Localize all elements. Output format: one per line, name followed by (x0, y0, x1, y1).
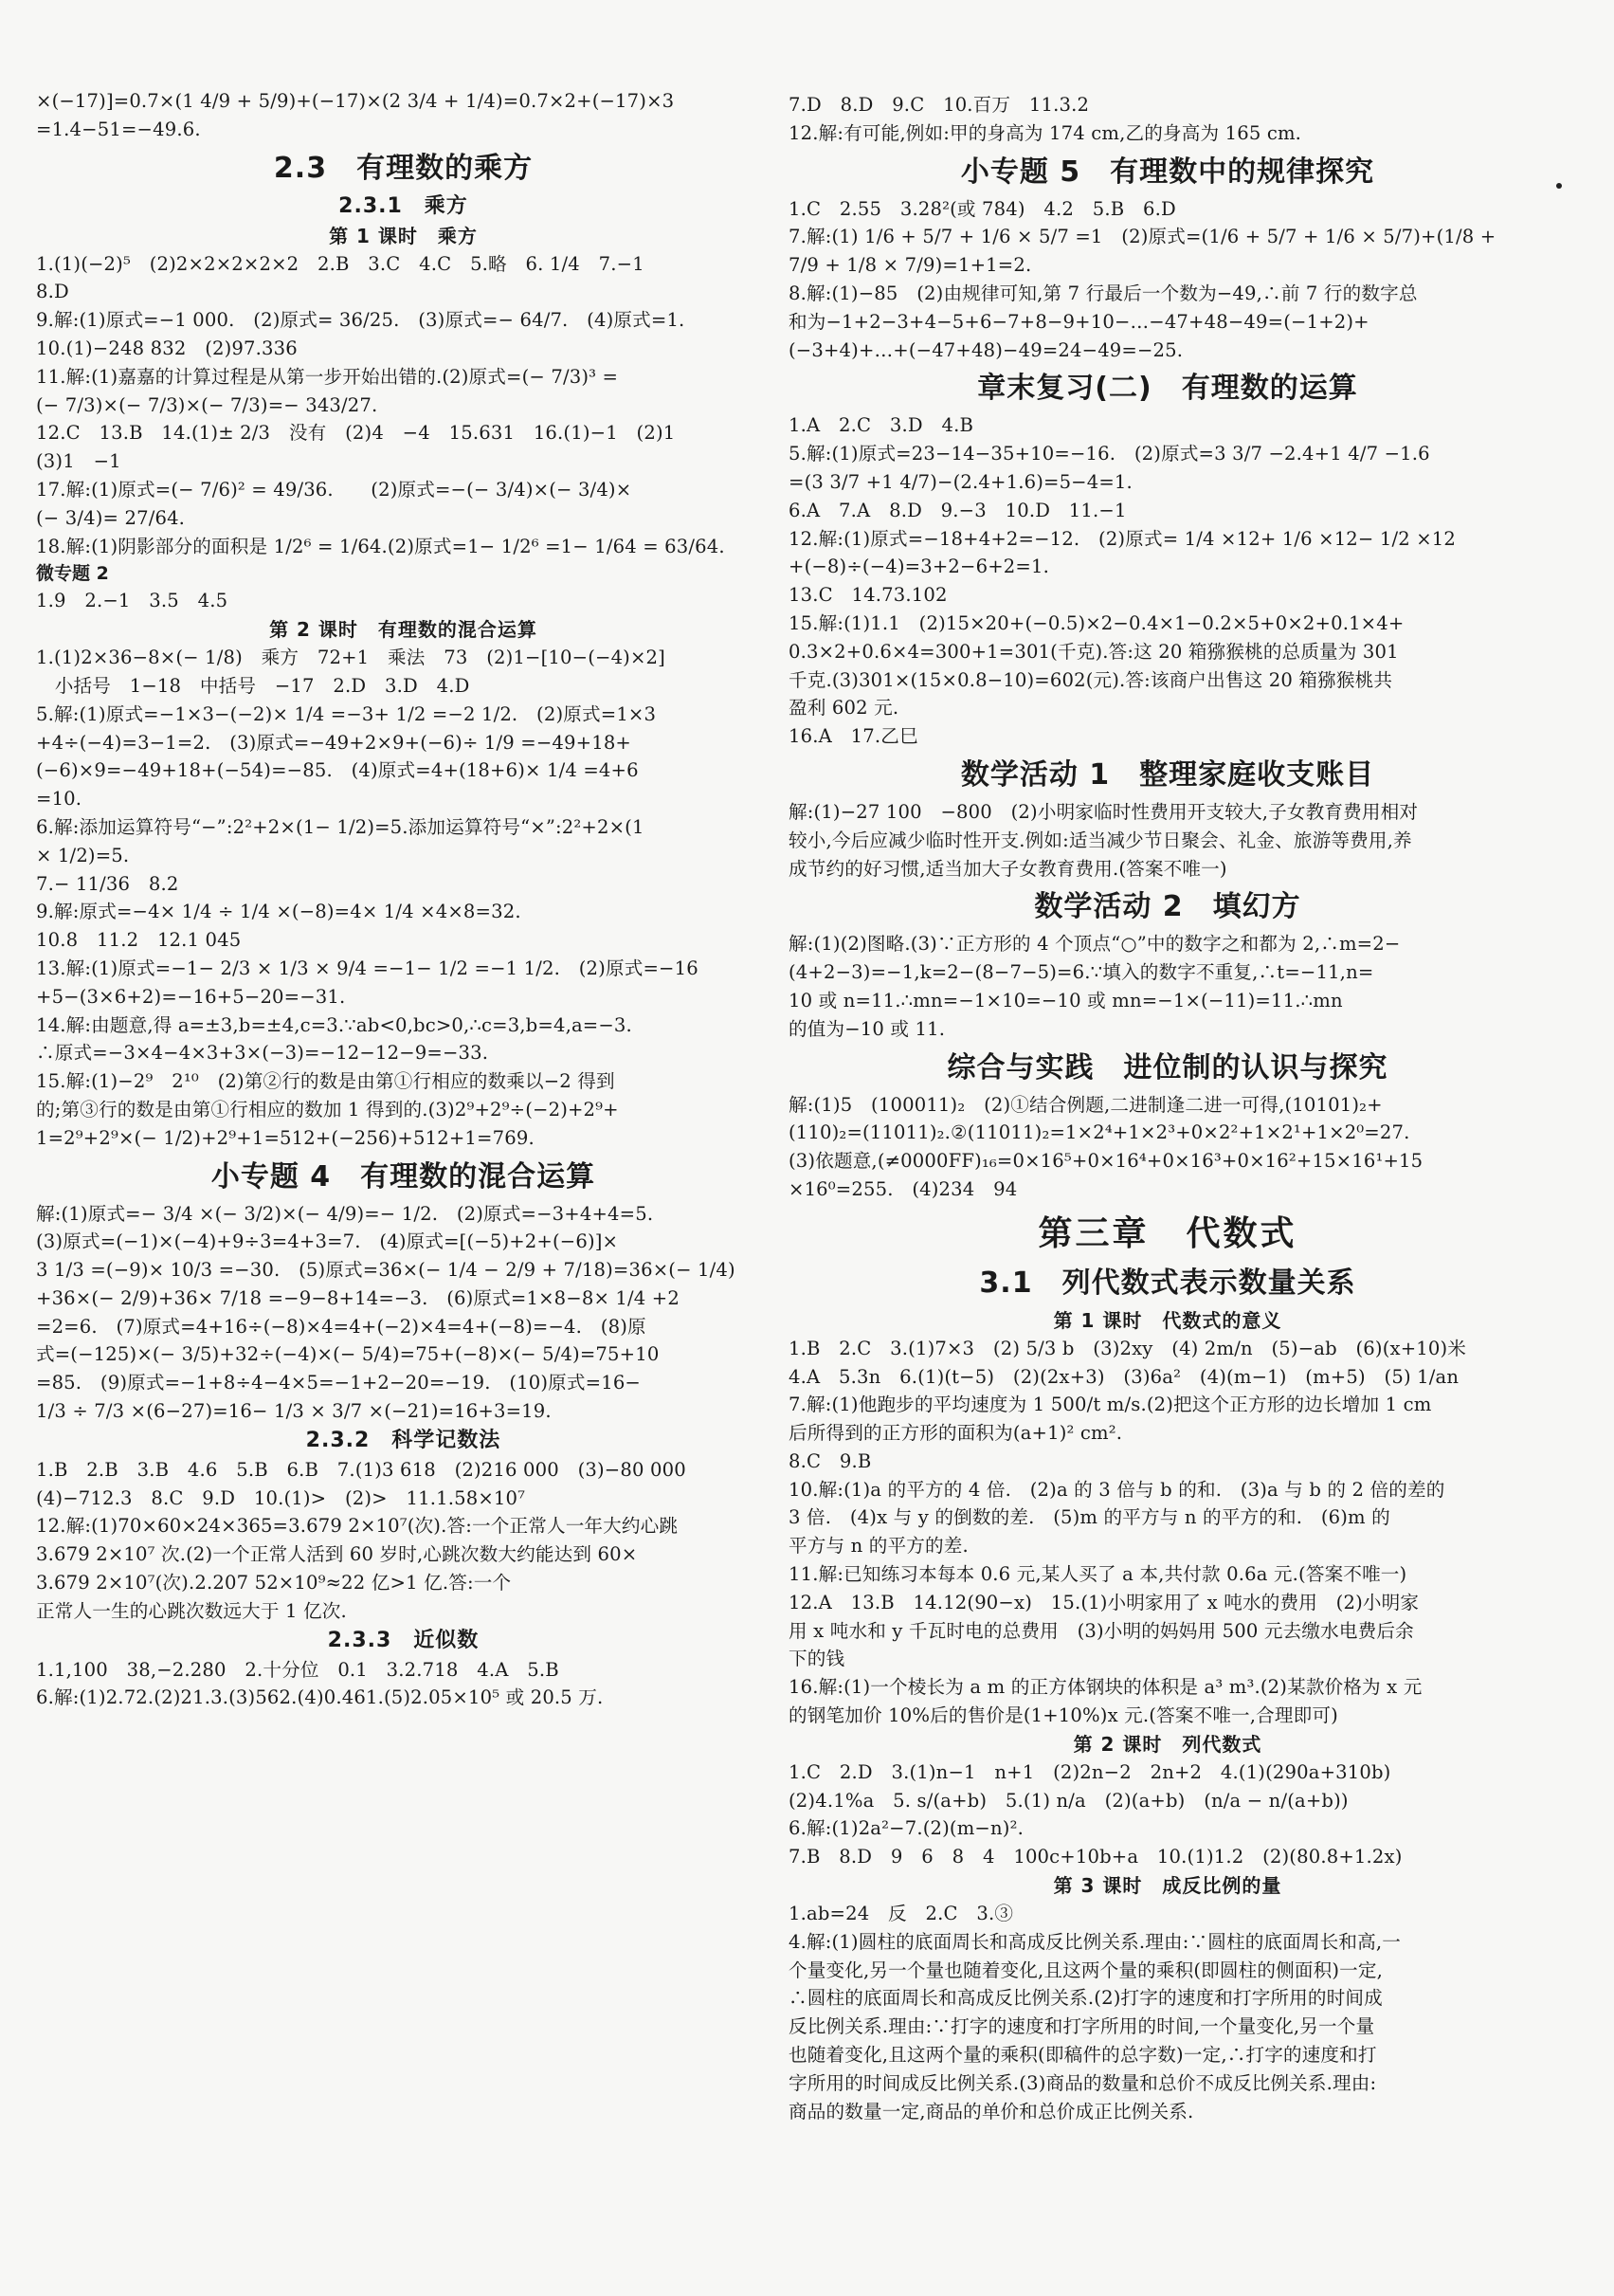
answer-line: =2=6. (7)原式=4+16÷(−8)×4=4+(−2)×4=4+(−8)=−4. (8)原 (36, 1315, 646, 1338)
answer-line: 较小,今后应减少临时性开支.例如:适当减少节日聚会、礼金、旅游等费用,养 (789, 829, 1412, 851)
section-heading: 数学活动 1 整理家庭收支账目 (960, 757, 1375, 792)
answer-line: 的钢笔加价 10%后的售价是(1+10%)x 元.(答案不唯一,合理即可) (789, 1704, 1338, 1727)
section-heading: 2.3 有理数的乘方 (273, 151, 534, 185)
section-heading: 小专题 4 有理数的混合运算 (210, 1159, 596, 1194)
answer-line: 12.A 13.B 14.12(90−x) 15.(1)小明家用了 x 吨水的费用 (2)小明家 (789, 1591, 1420, 1613)
answer-line: 7.D 8.D 9.C 10.百万 11.3.2 (789, 94, 1090, 116)
section-heading: 数学活动 2 填幻方 (1034, 890, 1301, 924)
answer-line: 4.解:(1)圆柱的底面周长和高成反比例关系.理由:∵圆柱的底面周长和高,一 (789, 1930, 1402, 1953)
answer-line: 1.9 2.−1 3.5 4.5 (36, 590, 228, 612)
topic-heading: 微专题 2 (36, 563, 109, 585)
subsection-heading: 2.3.3 近似数 (327, 1628, 480, 1652)
answer-line: (3)1 −1 (36, 450, 121, 473)
answer-line: 商品的数量一定,商品的单价和总价成正比例关系. (789, 2100, 1194, 2123)
subsection-heading: 2.3.2 科学记数法 (305, 1428, 501, 1452)
lesson-heading: 第 3 课时 成反比例的量 (1053, 1874, 1282, 1898)
section-heading: 小专题 5 有理数中的规律探究 (960, 155, 1375, 189)
answer-line: 7/9 + 1/8 × 7/9)=1+1=2. (789, 254, 1032, 277)
answer-line: ∴圆柱的底面周长和高成反比例关系.(2)打字的速度和打字所用的时间成 (789, 1987, 1383, 2010)
answer-line: =(3 3/7 +1 4/7)−(2.4+1.6)=5−4=1. (789, 470, 1133, 493)
answer-line: (4+2−3)=−1,k=2−(8−7−5)=6.∵填入的数字不重复,∴t=−11,n= (789, 961, 1374, 984)
answer-line: 解:(1)−27 100 −800 (2)小明家临时性费用开支较大,子女教育费用相对 (789, 800, 1419, 823)
answer-line: 下的钱 (789, 1648, 845, 1670)
answer-line: 15.解:(1)−2⁹ 2¹⁰ (2)第②行的数是由第①行相应的数乘以−2 得到 (36, 1070, 615, 1093)
answer-line: 17.解:(1)原式=(− 7/6)² = 49/36. (2)原式=−(− 3/4)×(− 3/4)× (36, 478, 632, 501)
margin-dot (1556, 183, 1562, 189)
answer-line: (− 7/3)×(− 7/3)×(− 7/3)=− 343/27. (36, 393, 378, 416)
answer-line: 式=(−125)×(− 3/5)+32÷(−4)×(− 5/4)=75+(−8)×(− 5/4)=75+10 (36, 1343, 660, 1366)
answer-line: (−6)×9=−49+18+(−54)=−85. (4)原式=4+(18+6)× 1/4 =4+6 (36, 759, 639, 782)
answer-line: (3)原式=(−1)×(−4)+9÷3=4+3=7. (4)原式=[(−5)+2+(−6)]× (36, 1230, 619, 1253)
answer-line: 11.解:已知练习本每本 0.6 元,某人买了 a 本,共付款 0.6a 元.(答案不唯一) (789, 1563, 1407, 1586)
answer-line: 1.A 2.C 3.D 4.B (789, 414, 974, 437)
answer-line: 后所得到的正方形的面积为(a+1)² cm². (789, 1422, 1123, 1445)
answer-line: ×(−17)]=0.7×(1 4/9 + 5/9)+(−17)×(2 3/4 + 1/4)=0.7×2+(−17)×3 (36, 90, 675, 112)
answer-line: (− 3/4)= 27/64. (36, 506, 186, 529)
answer-line: =10. (36, 788, 82, 811)
answer-line: =85. (9)原式=−1+8÷4−4×5=−1+2−20=−19. (10)原式=16− (36, 1372, 641, 1394)
answer-line: 正常人一生的心跳次数远大于 1 亿次. (36, 1599, 347, 1622)
answer-line: 也随着变化,且这两个量的乘积(即稿件的总字数)一定,∴打字的速度和打 (789, 2044, 1377, 2067)
answer-line: +4÷(−4)=3−1=2. (3)原式=−49+2×9+(−6)÷ 1/9 =−49+18+ (36, 731, 632, 754)
answer-line: 5.解:(1)原式=23−14−35+10=−16. (2)原式=3 3/7 −2.4+1 4/7 −1.6 (789, 443, 1430, 465)
answer-line: 1.C 2.55 3.28²(或 784) 4.2 5.B 6.D (789, 197, 1176, 220)
answer-line: 6.解:(1)2a²−7.(2)(m−n)². (789, 1817, 1024, 1840)
answer-line: 12.解:(1)原式=−18+4+2=−12. (2)原式= 1/4 ×12+ 1/6 ×12− 1/2 ×12 (789, 527, 1457, 550)
answer-line: 和为−1+2−3+4−5+6−7+8−9+10−…−47+48−49=(−1+2)+ (789, 310, 1369, 333)
answer-line: 6.解:(1)2.72.(2)21.3.(3)562.(4)0.461.(5)2.05×10⁵ 或 20.5 万. (36, 1686, 604, 1709)
answer-line: 字所用的时间成反比例关系.(3)商品的数量和总价不成反比例关系.理由: (789, 2071, 1377, 2094)
answer-line: 1.(1)(−2)⁵ (2)2×2×2×2×2 2.B 3.C 4.C 5.略 6. 1/4 7.−1 (36, 252, 644, 275)
answer-line: 7.解:(1)他跑步的平均速度为 1 500/t m/s.(2)把这个正方形的边长增加 1 cm (789, 1394, 1432, 1416)
answer-line: 10.(1)−248 832 (2)97.336 (36, 337, 298, 359)
answer-line: 1.1,100 38,−2.280 2.十分位 0.1 3.2.718 4.A 5.B (36, 1658, 559, 1681)
answer-line: 1.ab=24 反 2.C 3.③ (789, 1903, 1014, 1925)
answer-line: (2)4.1%a 5. s/(a+b) 5.(1) n/a (2)(a+b) (n/a − n/(a+b)) (789, 1789, 1349, 1812)
answer-line: 10.解:(1)a 的平方的 4 倍. (2)a 的 3 倍与 b 的和. (3)a 与 b 的 2 倍的差的 (789, 1478, 1445, 1501)
answer-line: 10 或 n=11.∴mn=−1×10=−10 或 mn=−1×(−11)=11.∴mn (789, 989, 1343, 1011)
answer-line: 8.解:(1)−85 (2)由规律可知,第 7 行最后一个数为−49,∴前 7 行的数字总 (789, 282, 1418, 304)
answer-line: 8.C 9.B (789, 1449, 872, 1472)
answer-line: 7.− 11/36 8.2 (36, 872, 179, 895)
answer-line: 解:(1)(2)图略.(3)∵正方形的 4 个顶点“○”中的数字之和都为 2,∴m=2− (789, 933, 1401, 956)
answer-line: 千克.(3)301×(15×0.8−10)=602(元).答:该商户出售这 20 箱猕猴桃共 (789, 668, 1393, 691)
answer-line: 小括号 1−18 中括号 −17 2.D 3.D 4.D (36, 674, 470, 697)
answer-line: × 1/2)=5. (36, 844, 130, 866)
answer-line: ∴原式=−3×4−4×3+3×(−3)=−12−12−9=−33. (36, 1042, 489, 1065)
answer-line: 3 1/3 =(−9)× 10/3 =−30. (5)原式=36×(− 1/4 − 2/9 + 7/18)=36×(− 1/4) (36, 1259, 735, 1282)
section-heading: 综合与实践 进位制的认识与探究 (947, 1050, 1388, 1084)
left-column (36, 87, 771, 1712)
answer-line: ×16⁰=255. (4)234 94 (789, 1177, 1018, 1200)
answer-line: 16.解:(1)一个棱长为 a m 的正方体钢块的体积是 a³ m³.(2)某款价格为 x 元 (789, 1676, 1423, 1699)
subsection-heading: 2.3.1 乘方 (338, 193, 468, 218)
answer-line: 1.B 2.C 3.(1)7×3 (2) 5/3 b (3)2xy (4) 2m/n (5)−ab (6)(x+10)米 (789, 1337, 1467, 1359)
answer-line: 1.(1)2×36−8×(− 1/8) 乘方 72+1 乘法 73 (2)1−[10−(−4)×2] (36, 647, 665, 669)
answer-line: 1.B 2.B 3.B 4.6 5.B 6.B 7.(1)3 618 (2)216 000 (3)−80 000 (36, 1458, 686, 1481)
answer-line: 1/3 ÷ 7/3 ×(6−27)=16− 1/3 × 3/7 ×(−21)=16+3=19. (36, 1400, 552, 1423)
answer-line: 10.8 11.2 12.1 045 (36, 929, 242, 952)
answer-line: 5.解:(1)原式=−1×3−(−2)× 1/4 =−3+ 1/2 =−2 1/2. (2)原式=1×3 (36, 702, 657, 725)
answer-line: 7.B 8.D 9 6 8 4 100c+10b+a 10.(1)1.2 (2)(80.8+1.2x) (789, 1846, 1403, 1868)
answer-line: 9.解:(1)原式=−1 000. (2)原式= 36/25. (3)原式=− 64/7. (4)原式=1. (36, 309, 685, 332)
section-heading: 3.1 列代数式表示数量关系 (979, 1266, 1356, 1300)
answer-line: 盈利 602 元. (789, 697, 899, 720)
right-column (789, 91, 1547, 2125)
answer-line: +5−(3×6+2)=−16+5−20=−31. (36, 985, 346, 1008)
answer-line: 14.解:由题意,得 a=±3,b=±4,c=3.∵ab<0,bc>0,∴c=3,b=4,a=−3. (36, 1013, 632, 1036)
answer-line: 反比例关系.理由:∵打字的速度和打字所用的时间,一个量变化,另一个量 (789, 2015, 1375, 2038)
answer-line: 12.解:有可能,例如:甲的身高为 174 cm,乙的身高为 165 cm. (789, 121, 1302, 144)
lesson-heading: 第 1 课时 乘方 (329, 224, 478, 247)
answer-line: +(−8)÷(−4)=3+2−6+2=1. (789, 556, 1049, 578)
chapter-heading: 第三章 代数式 (1038, 1213, 1297, 1253)
answer-line: 11.解:(1)嘉嘉的计算过程是从第一步开始出错的.(2)原式=(− 7/3)³ = (36, 365, 619, 388)
answer-line: 15.解:(1)1.1 (2)15×20+(−0.5)×2−0.4×1−0.2×5+0×2+0.1×4+ (789, 611, 1405, 634)
answer-line: 的;第③行的数是由第①行相应的数加 1 得到的.(3)2⁹+2⁹÷(−2)+2⁹+ (36, 1098, 619, 1121)
lesson-heading: 第 2 课时 列代数式 (1073, 1732, 1262, 1756)
answer-line: (110)₂=(11011)₂.②(11011)₂=1×2⁴+1×2³+0×2²+1×2¹+1×2⁰=27. (789, 1121, 1410, 1144)
answer-line: 0.3×2+0.6×4=300+1=301(千克).答:这 20 箱猕猴桃的总质量为 301 (789, 640, 1399, 663)
answer-line: 解:(1)原式=− 3/4 ×(− 3/2)×(− 4/9)=− 1/2. (2)原式=−3+4+4=5. (36, 1202, 654, 1225)
answer-line: +36×(− 2/9)+36× 7/18 =−9−8+14=−3. (6)原式=1×8−8× 1/4 +2 (36, 1286, 680, 1309)
answer-line: 13.C 14.73.102 (789, 584, 948, 607)
answer-line: 7.解:(1) 1/6 + 5/7 + 1/6 × 5/7 =1 (2)原式=(1/6 + 5/7 + 1/6 × 5/7)+(1/8 + (789, 226, 1496, 248)
answer-line: 9.解:原式=−4× 1/4 ÷ 1/4 ×(−8)=4× 1/4 ×4×8=32. (36, 901, 521, 923)
answer-line: 个量变化,另一个量也随着变化,且这两个量的乘积(即圆柱的侧面积)一定, (789, 1959, 1384, 1981)
answer-line: 成节约的好习惯,适当加大子女教育费用.(答案不唯一) (789, 857, 1227, 880)
answer-line: 6.解:添加运算符号“−”:2²+2×(1− 1/2)=5.添加运算符号“×”:2²+2×(1 (36, 815, 644, 838)
answer-line: 1=2⁹+2⁹×(− 1/2)+2⁹+1=512+(−256)+512+1=769. (36, 1126, 535, 1149)
answer-line: 解:(1)5 (100011)₂ (2)①结合例题,二进制逢二进一可得,(10101)₂+ (789, 1093, 1383, 1116)
lesson-heading: 第 2 课时 有理数的混合运算 (269, 618, 537, 642)
answer-line: 平方与 n 的平方的差. (789, 1535, 969, 1558)
answer-line: 1.C 2.D 3.(1)n−1 n+1 (2)2n−2 2n+2 4.(1)(290a+310b) (789, 1760, 1391, 1783)
answer-line: 4.A 5.3n 6.(1)(t−5) (2)(2x+3) (3)6a² (4)(m−1) (m+5) (5) 1/an (789, 1365, 1460, 1388)
answer-line: =1.4−51=−49.6. (36, 118, 201, 140)
answer-line: 13.解:(1)原式=−1− 2/3 × 1/3 × 9/4 =−1− 1/2 =−1 1/2. (2)原式=−16 (36, 957, 698, 979)
lesson-heading: 第 1 课时 代数式的意义 (1053, 1308, 1282, 1332)
answer-line: 6.A 7.A 8.D 9.−3 10.D 11.−1 (789, 499, 1127, 521)
section-heading: 章末复习(二) 有理数的运算 (977, 372, 1358, 406)
answer-line: 8.D (36, 281, 69, 303)
answer-line: (3)依题意,(≠0000FF)₁₆=0×16⁵+0×16⁴+0×16³+0×16²+15×16¹+15 (789, 1150, 1424, 1173)
answer-line: 12.解:(1)70×60×24×365=3.679 2×10⁷(次).答:一个正常人一年大约心跳 (36, 1515, 679, 1538)
answer-line: 的值为−10 或 11. (789, 1017, 946, 1040)
answer-line: 16.A 17.乙巳 (789, 725, 918, 748)
answer-line: 18.解:(1)阴影部分的面积是 1/2⁶ = 1/64.(2)原式=1− 1/2⁶ =1− 1/64 = 63/64. (36, 535, 725, 557)
answer-line: 3.679 2×10⁷(次).2.207 52×10⁹≈22 亿>1 亿.答:一个 (36, 1572, 512, 1594)
answer-line: 3.679 2×10⁷ 次.(2)一个正常人活到 60 岁时,心跳次数大约能达到 60× (36, 1543, 638, 1566)
answer-line: (−3+4)+…+(−47+48)−49=24−49=−25. (789, 338, 1184, 361)
answer-line: 12.C 13.B 14.(1)± 2/3 没有 (2)4 −4 15.631 16.(1)−1 (2)1 (36, 422, 676, 445)
answer-line: 用 x 吨水和 y 千瓦时电的总费用 (3)小明的妈妈用 500 元去缴水电费后余 (789, 1619, 1414, 1642)
answer-line: (4)−712.3 8.C 9.D 10.(1)> (2)> 11.1.58×10⁷ (36, 1486, 526, 1509)
answer-line: 3 倍. (4)x 与 y 的倒数的差. (5)m 的平方与 n 的平方的和. (6)m 的 (789, 1506, 1390, 1529)
